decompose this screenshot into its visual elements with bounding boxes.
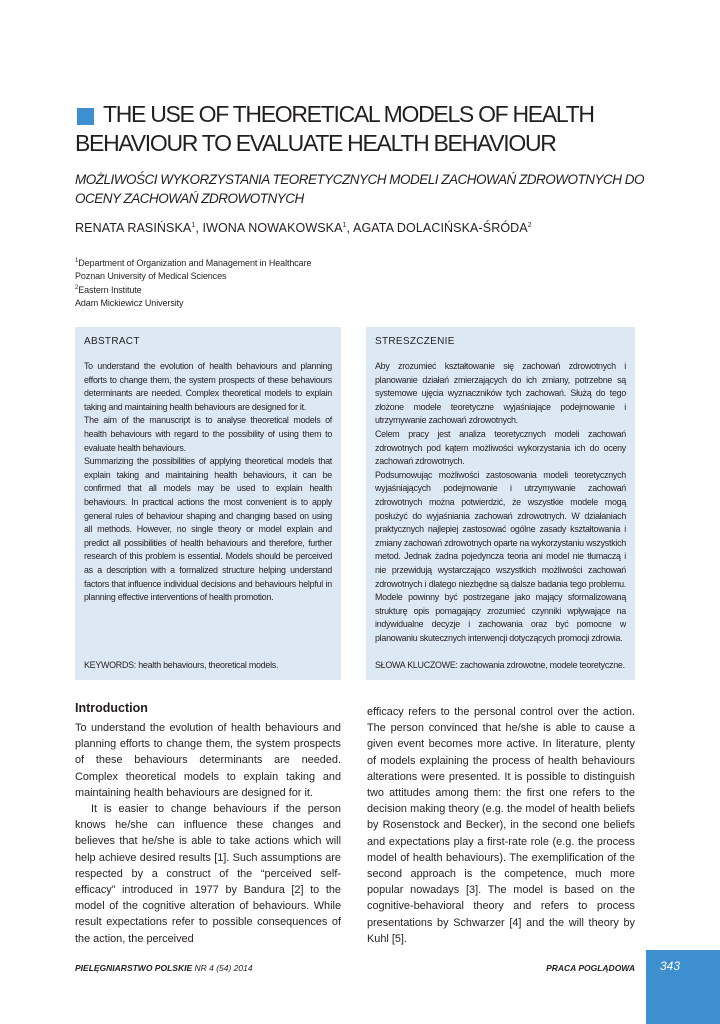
author-name: AGATA DOLACIŃSKA-ŚRÓDA <box>353 221 528 235</box>
affiliation-line <box>75 255 665 270</box>
body-column-left <box>75 700 341 947</box>
author-affiliation-mark: 1 <box>342 221 347 229</box>
footer-journal <box>75 963 253 973</box>
page-number-tab <box>646 950 720 1024</box>
abstract-box <box>75 327 341 680</box>
streszczenie-heading: STRESZCZENIE <box>375 336 455 347</box>
author-separator: , <box>346 221 354 235</box>
affiliation-text: Department of Organization and Management in Healthcare <box>78 258 312 268</box>
affiliation-mark: 1 <box>75 258 79 264</box>
affiliation-line: Adam Mickiewicz University <box>75 297 184 308</box>
title-block <box>75 100 665 309</box>
article-title: THE USE OF THEORETICAL MODELS OF HEALTH BEHAVIOUR TO EVALUATE HEALTH BEHAVIOUR <box>75 101 594 156</box>
author-list <box>75 221 665 235</box>
affiliation-text: Eastern Institute <box>78 285 142 295</box>
abstract-keywords: KEYWORDS: health behaviours, theoretical models. <box>84 660 279 670</box>
article-subtitle: MOŻLIWOŚCI WYKORZYSTANIA TEORETYCZNYCH MODELI ZACHOWAŃ ZDROWOTNYCH DO OCENY ZACHOWAŃ ZDROWOTNYCH <box>75 172 645 206</box>
streszczenie-paragraph: Aby zrozumieć kształtowanie się zachowań zdrowotnych i planowanie działań zmierzających do ich zmiany, potrzebne są systemowe ujęcia wyznaczników tych zachowań. Służą do tego złożone modele teoretyczne wyjaśniające podejmowanie i utrzymywanie zachowań zdrowotnych. <box>375 361 626 426</box>
title-row <box>75 100 665 158</box>
author-separator: , <box>195 221 203 235</box>
affiliation-line: Poznan University of Medical Sciences <box>75 270 227 281</box>
abstract-paragraph: The aim of the manuscript is to analyse theoretical models of health behaviours with regard to the possibility of using them to evaluate health behaviours. <box>84 415 332 453</box>
affiliations <box>75 255 665 309</box>
body-paragraph: efficacy refers to the personal control over the action. The person convinced that he/she is able to cause a given event becomes more active. In literature, plenty of models explaining the process of health behaviours alterations were presented. It is possible to distinguish two attitudes among them: the first one refers to the decision making theory (e.g. the model of health beliefs by Rosenstock and Becker), in the second one beliefs and expectations play a first-rate role (e.g. the process model of health behaviours). The exemplification of the second approach is the competence, much more popular nowadays [3]. The model is based on the cognitive-behavioral theory and refers to process presentations by Schwarzer [4] and the will theory by Kuhl [5]. <box>367 706 635 945</box>
affiliation-line <box>75 282 665 297</box>
abstract-paragraph: To understand the evolution of health behaviours and planning efforts to change them, the system prospects of these behaviours determinants are needed. Complex theoretical models to explain taking and maintaining health behaviours are designed for it. <box>84 361 332 412</box>
streszczenie-box <box>366 327 635 680</box>
journal-issue: NR 4 (54) 2014 <box>192 963 253 973</box>
author-affiliation-mark: 1 <box>191 221 196 229</box>
abstract-text <box>84 360 332 605</box>
journal-name: PIELĘGNIARSTWO POLSKIE <box>75 963 193 973</box>
streszczenie-paragraph: Podsumowując możliwości zastosowania modeli teoretycznych wyjaśniających podejmowanie i utrzymywanie zachowań zdrowotnych można potwierdzić, że wszystkie modele mogą posłużyć do wyjaśniania zachowań zdrowotnych. W działaniach praktycznych najlepiej zastosować ogólne zasady kształtowania i zmiany zachowań zdrowotnych oparte na wykorzystaniu wszystkich metod. Jednak żadna pojedyncza teoria ani model nie tłumaczą i nie przewidują wystarczająco wszystkich możliwości zachowań zdrowotnych i dlatego niezbędne są dalsze badania tego problemu. Modele powinny być postrzegane jako mający sformalizowaną strukturę opis pomagający zrozumieć czynniki wpływające na indywidualne decyzje i zachowania oraz być pomocne w planowaniu skutecznych interwencji dotyczących promocji zdrowia. <box>375 469 626 643</box>
title-square-marker <box>77 108 94 125</box>
streszczenie-paragraph: Celem pracy jest analiza teoretycznych modeli zachowań zdrowotnych pod kątem możliwości wykorzystania ich do oceny zachowań zdrowotnych. <box>375 428 626 467</box>
streszczenie-text <box>375 360 626 645</box>
footer-section-type: PRACA POGLĄDOWA <box>546 963 635 973</box>
body-column-right <box>367 704 635 947</box>
author-name: IWONA NOWAKOWSKA <box>202 221 343 235</box>
section-heading-introduction: Introduction <box>75 701 148 715</box>
affiliation-mark: 2 <box>75 285 79 291</box>
abstract-paragraph: Summarizing the possibilities of applying theoretical models that explain taking and maintaining health behaviours, it can be confirmed that all models may be used to explain health behaviours. In practical actions the most convenient is to apply general rules of behaviour shaping and changing based on using all methods. However, no single theory or model explain and predict all possibilities of health behaviours and therefore, further research of this problem is essential. Models should be perceived as a description with a formalized structure helping understand factors that influence individual decisions and behaviours helpful in planning effective interventions of health promotion. <box>84 456 332 603</box>
author-affiliation-mark: 2 <box>527 221 532 229</box>
body-paragraph: It is easier to change behaviours if the person knows he/she can influence these changes and believes that he/she is able to take actions which will help achieve desired results [1]. Such assumptions are respected by a construct of the “perceived self-efficacy” introduced in 1977 by Bandura [2] to the model of the cognitive alteration of behaviours. While result expectations refer to possible consequences of the action, the perceived <box>75 803 341 945</box>
streszczenie-keywords: SŁOWA KLUCZOWE: zachowania zdrowotne, modele teoretyczne. <box>375 660 625 670</box>
page-number: 343 <box>660 959 681 973</box>
author-name: RENATA RASIŃSKA <box>75 221 192 235</box>
body-paragraph: To understand the evolution of health behaviours and planning efforts to change them, the system prospects of these behaviours determinants are needed. Complex theoretical models to explain taking and maintaining health behaviours are designed for it. <box>75 722 341 799</box>
abstract-heading: ABSTRACT <box>84 336 140 347</box>
